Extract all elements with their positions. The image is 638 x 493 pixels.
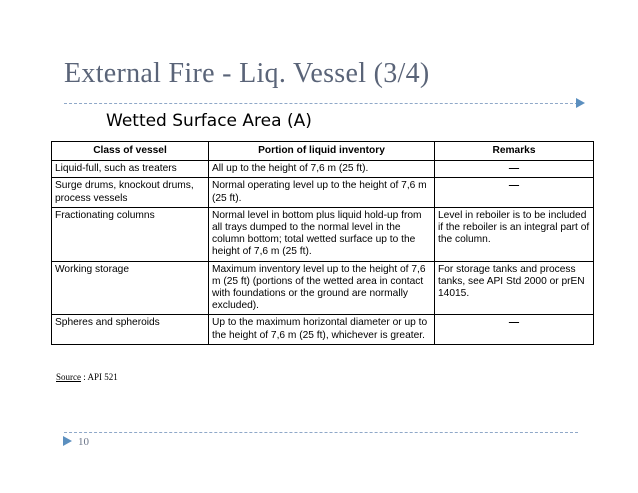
source-separator: :	[81, 372, 88, 382]
cell-class: Working storage	[52, 261, 209, 315]
vessel-table	[51, 141, 594, 345]
header-class-of-vessel: Class of vessel	[52, 142, 209, 161]
cell-class: Liquid-full, such as treaters	[52, 161, 209, 178]
cell-portion: Maximum inventory level up to the height of 7,6 m (25 ft) (portions of the wetted area in contact with foundations or the ground are normally excluded).	[209, 261, 435, 315]
source-value: API 521	[87, 372, 118, 382]
slide-title: External Fire - Liq. Vessel (3/4)	[64, 58, 430, 89]
table-row	[52, 261, 594, 315]
source-label: Source	[56, 372, 81, 382]
table-header-row	[52, 142, 594, 161]
cell-remarks: —	[435, 161, 594, 178]
table-row	[52, 161, 594, 178]
cell-class: Spheres and spheroids	[52, 315, 209, 344]
table-row	[52, 315, 594, 344]
cell-class: Fractionating columns	[52, 207, 209, 261]
top-divider	[64, 103, 578, 104]
cell-portion: Normal level in bottom plus liquid hold-up from all trays dumped to the normal level in the column bottom; total wetted surface up to the height of 7,6 m (25 ft).	[209, 207, 435, 261]
page-number: 10	[78, 436, 89, 448]
cell-remarks: For storage tanks and process tanks, see API Std 2000 or prEN 14015.	[435, 261, 594, 315]
slide-subtitle: Wetted Surface Area (A)	[106, 111, 312, 131]
header-remarks: Remarks	[435, 142, 594, 161]
cell-portion: All up to the height of 7,6 m (25 ft).	[209, 161, 435, 178]
cell-portion: Normal operating level up to the height of 7,6 m (25 ft).	[209, 178, 435, 207]
bottom-divider	[64, 432, 578, 433]
header-portion-of-liquid-inventory: Portion of liquid inventory	[209, 142, 435, 161]
triangle-bullet-icon	[576, 98, 585, 108]
cell-remarks: Level in reboiler is to be included if the reboiler is an integral part of the column.	[435, 207, 594, 261]
cell-remarks: —	[435, 315, 594, 344]
cell-class: Surge drums, knockout drums, process vessels	[52, 178, 209, 207]
source-note	[56, 372, 118, 382]
cell-portion: Up to the maximum horizontal diameter or up to the height of 7,6 m (25 ft), whichever is greater.	[209, 315, 435, 344]
table-row	[52, 178, 594, 207]
table-row	[52, 207, 594, 261]
triangle-bullet-icon	[63, 436, 72, 446]
cell-remarks: —	[435, 178, 594, 207]
